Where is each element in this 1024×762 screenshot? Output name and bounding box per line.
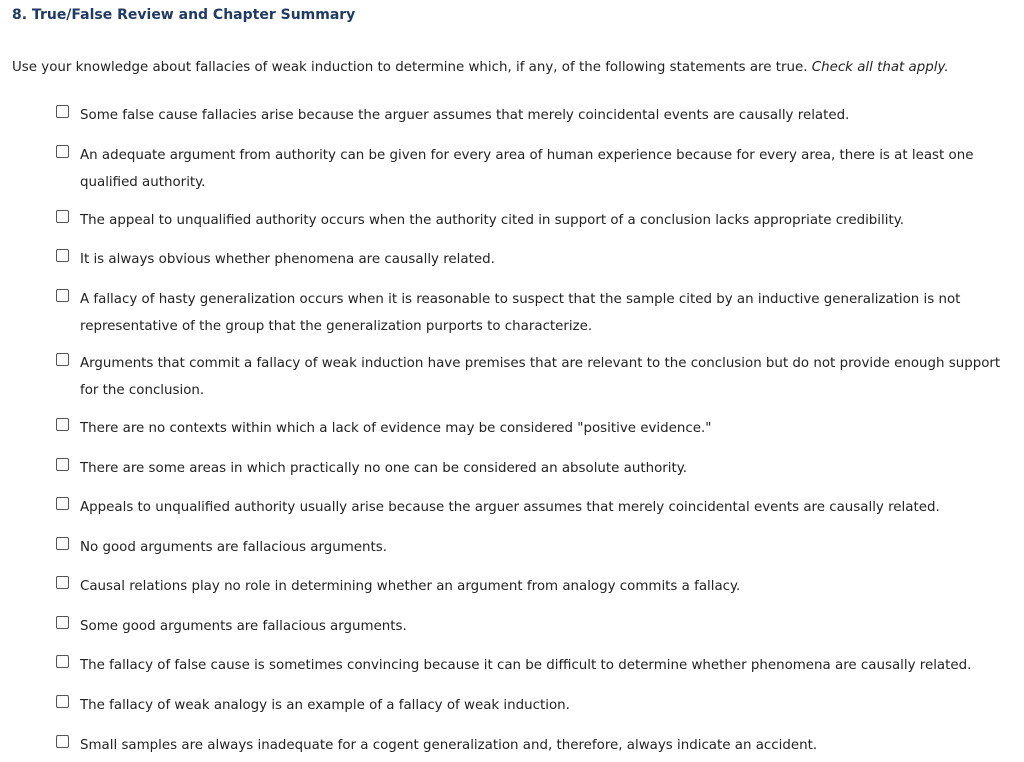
instructions-emphasis: Check all that apply. xyxy=(811,60,949,75)
checkbox-8[interactable] xyxy=(56,458,69,471)
checkbox-13[interactable] xyxy=(56,655,69,668)
option-6-label: Arguments that commit a fallacy of weak induction have premises that are relevant to the conclusion but do not provide enough support for the conclusion. xyxy=(80,356,1001,398)
checkbox-14[interactable] xyxy=(56,695,69,708)
checkbox-9[interactable] xyxy=(56,497,69,510)
option-14-label: The fallacy of weak analogy is an example of a fallacy of weak induction. xyxy=(80,698,570,713)
option-10-label: No good arguments are fallacious arguments. xyxy=(80,540,388,555)
option-4-label: It is always obvious whether phenomena are causally related. xyxy=(80,252,495,267)
option-7-label: There are no contexts within which a lack of evidence may be considered "positive evidence." xyxy=(80,421,712,436)
option-11-label: Causal relations play no role in determining whether an argument from analogy commits a fallacy. xyxy=(80,579,741,594)
checkbox-3[interactable] xyxy=(56,210,69,223)
checkbox-6[interactable] xyxy=(56,353,69,366)
instructions-text: Use your knowledge about fallacies of weak induction to determine which, if any, of the following statements are true. xyxy=(12,60,808,75)
checkbox-10[interactable] xyxy=(56,537,69,550)
question-title: 8. True/False Review and Chapter Summary xyxy=(12,7,356,23)
option-9-label: Appeals to unqualified authority usually arise because the arguer assumes that merely coincidental events are causally related. xyxy=(80,500,940,515)
instructions xyxy=(12,60,949,75)
checkbox-2[interactable] xyxy=(56,145,69,158)
option-13-label: The fallacy of false cause is sometimes convincing because it can be difficult to determine whether phenomena are causally related. xyxy=(80,658,972,673)
checkbox-4[interactable] xyxy=(56,249,69,262)
checkbox-5[interactable] xyxy=(56,289,69,302)
checkbox-12[interactable] xyxy=(56,616,69,629)
checkbox-11[interactable] xyxy=(56,576,69,589)
checkbox-1[interactable] xyxy=(56,105,69,118)
option-2-label: An adequate argument from authority can be given for every area of human experience because for every area, there is at least one qualified authority. xyxy=(80,148,974,190)
checkbox-15[interactable] xyxy=(56,735,69,748)
option-1-label: Some false cause fallacies arise because the arguer assumes that merely coincidental events are causally related. xyxy=(80,108,850,123)
option-5-label: A fallacy of hasty generalization occurs when it is reasonable to suspect that the sample cited by an inductive generalization is not representative of the group that the generalization purports to characterize. xyxy=(80,292,961,334)
option-3-label: The appeal to unqualified authority occurs when the authority cited in support of a conclusion lacks appropriate credibility. xyxy=(80,213,904,228)
option-12-label: Some good arguments are fallacious arguments. xyxy=(80,619,407,634)
option-15-label: Small samples are always inadequate for a cogent generalization and, therefore, always indicate an accident. xyxy=(80,738,818,753)
checkbox-7[interactable] xyxy=(56,418,69,431)
option-8-label: There are some areas in which practically no one can be considered an absolute authority. xyxy=(80,461,688,476)
